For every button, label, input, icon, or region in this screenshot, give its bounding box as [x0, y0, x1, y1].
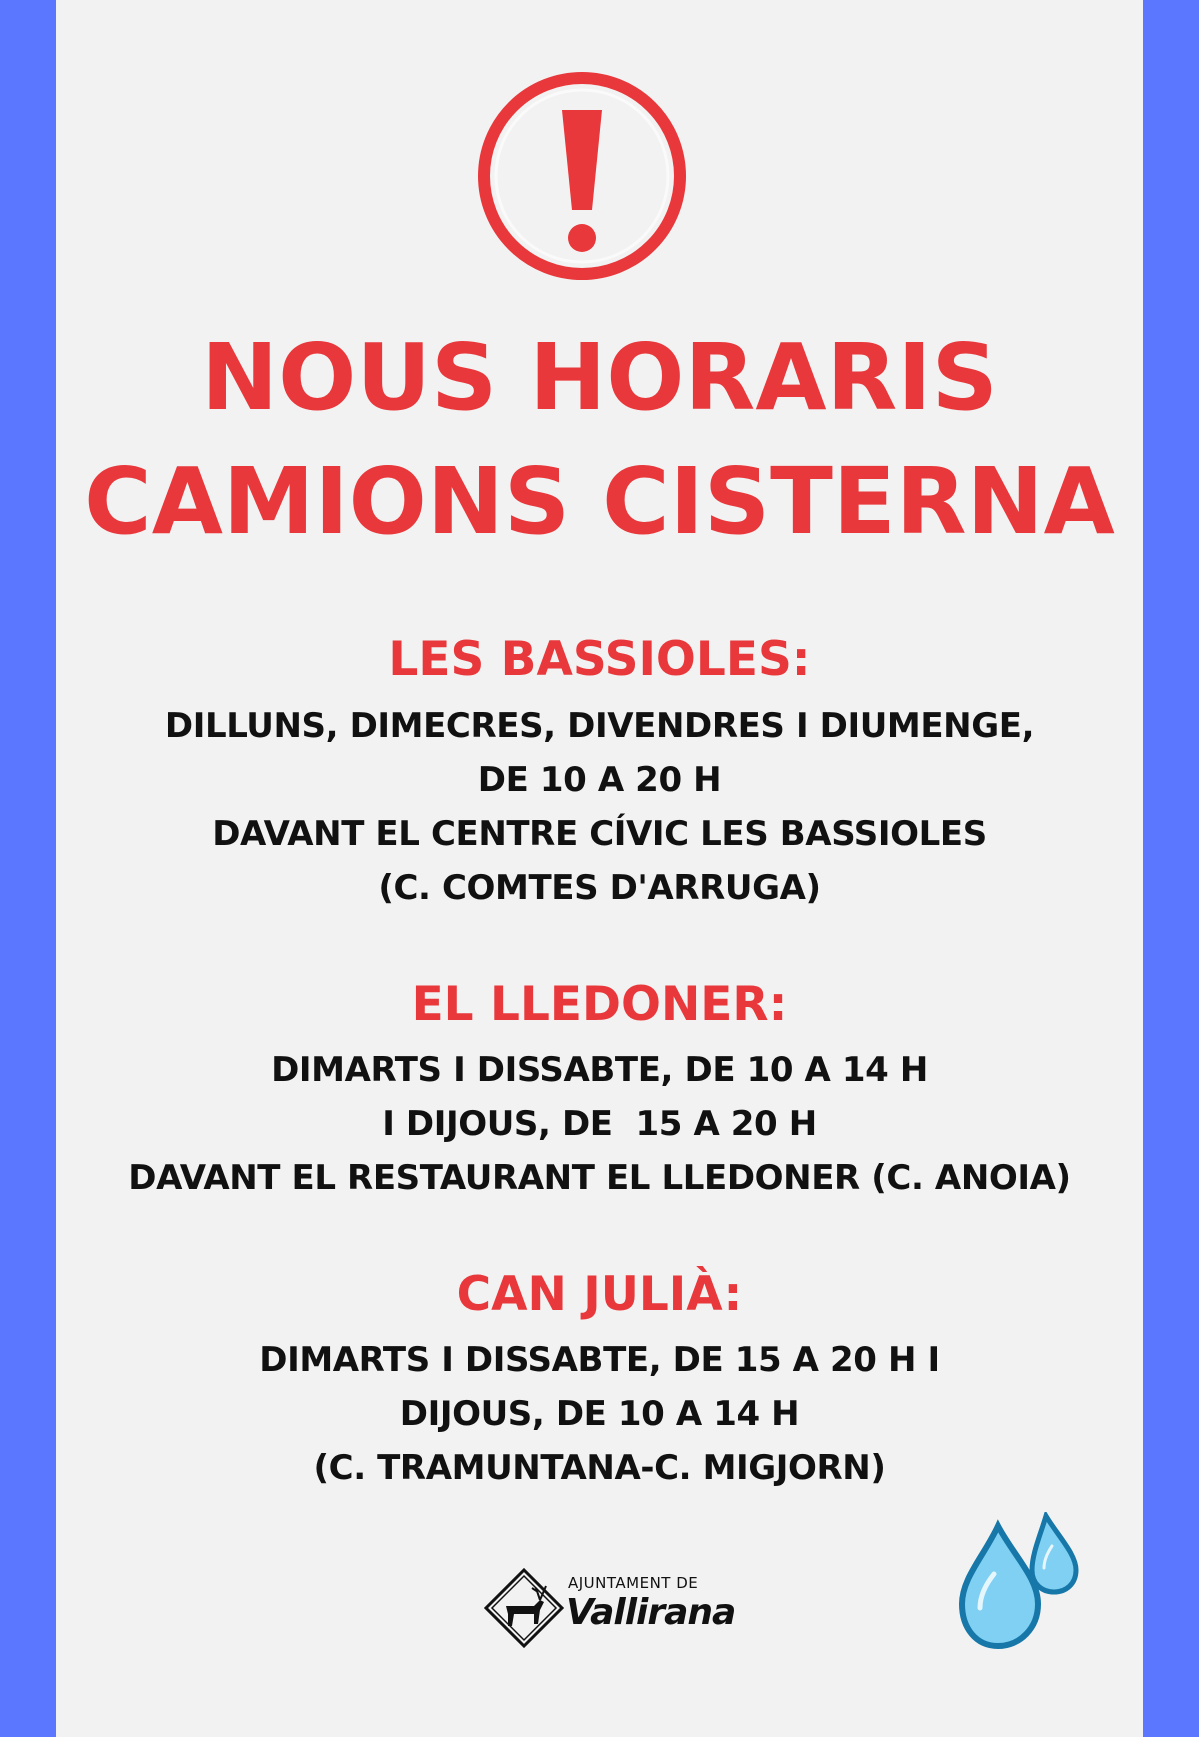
section-line: I DIJOUS, DE 15 A 20 H [382, 1104, 817, 1144]
section-line: DIJOUS, DE 10 A 14 H [399, 1394, 800, 1434]
section-line: DAVANT EL CENTRE CÍVIC LES BASSIOLES [212, 814, 987, 854]
section-line: DAVANT EL RESTAURANT EL LLEDONER (C. ANOIA) [128, 1158, 1071, 1198]
section-line: DILLUNS, DIMECRES, DIVENDRES I DIUMENGE, [164, 706, 1035, 746]
section-line: DIMARTS I DISSABTE, DE 10 A 14 H [271, 1050, 928, 1090]
section-line: (C. COMTES D'ARRUGA) [378, 868, 821, 908]
water-drops-icon [958, 1512, 1080, 1652]
section-heading-can-julia: CAN JULIÀ: [456, 1267, 743, 1322]
section-line: DE 10 A 20 H [477, 760, 722, 800]
section-line: (C. TRAMUNTANA-C. MIGJORN) [313, 1448, 886, 1488]
logo-text-vallirana: Vallirana [566, 1592, 736, 1633]
title-line-2: CAMIONS CISTERNA [84, 448, 1115, 555]
title-line-1: NOUS HORARIS [201, 324, 998, 431]
section-heading-el-lledoner: EL LLEDONER: [411, 977, 788, 1032]
section-line: DIMARTS I DISSABTE, DE 15 A 20 H I [259, 1340, 940, 1380]
exclamation-circle-icon [474, 68, 690, 284]
logo-text-ajuntament: AJUNTAMENT DE [568, 1574, 699, 1592]
section-heading-les-bassioles: LES BASSIOLES: [388, 632, 811, 687]
